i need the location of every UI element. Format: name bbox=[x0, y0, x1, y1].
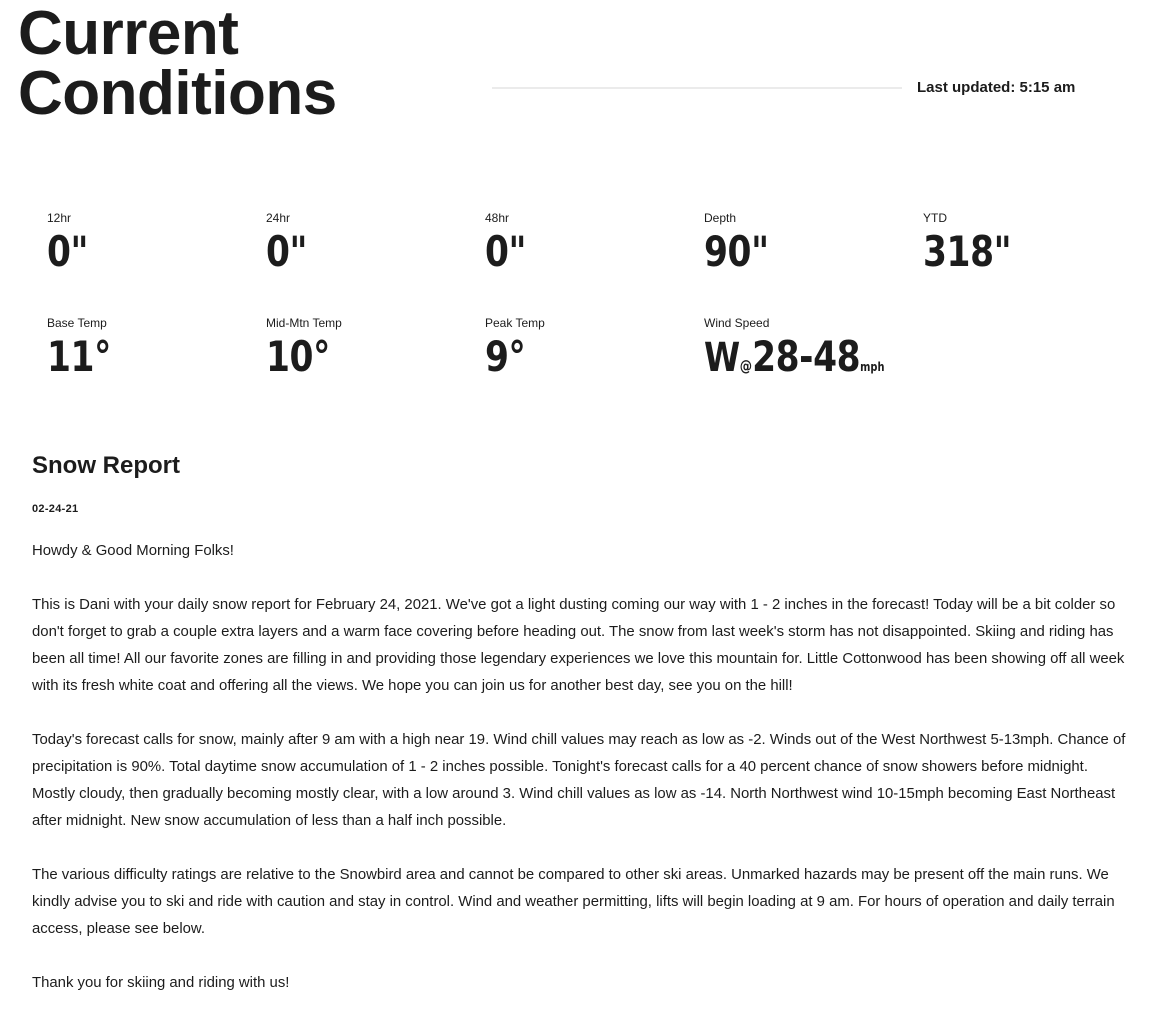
stat-label: 12hr bbox=[47, 211, 72, 225]
wind-direction: W bbox=[704, 335, 740, 381]
report-paragraph: This is Dani with your daily snow report for February 24, 2021. We've got a light dusting coming our way with 1 - 2 inches in the forecast! Today will be a bit colder so don't forget to grab a couple extra layers and a warm face covering before heading out. The snow from last week's storm has not disappointed. Skiing and riding has been all time! All our favorite zones are filling in and providing those legendary experiences we love this mountain for. Little Cottonwood has been showing off all week with its fresh white coat and offering all the views. We hope you can join us for another best day, see you on the hill! bbox=[32, 597, 1125, 694]
snow-report-date: 02-24-21 bbox=[32, 503, 79, 515]
stat-label: Base Temp bbox=[47, 316, 107, 330]
stat-wind-speed bbox=[704, 316, 964, 390]
stat-ytd-snow bbox=[923, 211, 1133, 275]
stat-label: YTD bbox=[923, 211, 947, 225]
wind-range: 28-48 bbox=[752, 332, 861, 381]
stat-value: 0" bbox=[266, 227, 308, 276]
stat-12hr-snow bbox=[47, 211, 257, 275]
last-updated-timestamp: Last updated: 5:15 am bbox=[917, 79, 1076, 96]
stat-base-temp bbox=[47, 316, 257, 380]
stat-value: 9° bbox=[485, 332, 526, 381]
stat-24hr-snow bbox=[266, 211, 476, 275]
report-paragraph: Howdy & Good Morning Folks! bbox=[32, 543, 234, 559]
report-paragraph: Today's forecast calls for snow, mainly after 9 am with a high near 19. Wind chill values may reach as low as -2. Winds out of the West Northwest 5-13mph. Chance of precipitation is 90%. Total daytime snow accumulation of 1 - 2 inches possible. Tonight's forecast calls for a 40 percent chance of snow showers before midnight. Mostly cloudy, then gradually becoming mostly clear, with a low around 3. Wind chill values as low as -14. North Northwest wind 10-15mph becoming East Northeast after midnight. New snow accumulation of less than a half inch possible. bbox=[32, 732, 1126, 829]
stat-value: 318" bbox=[923, 227, 1012, 276]
snow-report bbox=[32, 450, 1132, 1024]
stat-label: 48hr bbox=[485, 211, 510, 225]
stat-48hr-snow bbox=[485, 211, 695, 275]
stat-label: 24hr bbox=[266, 211, 291, 225]
stat-value: 10° bbox=[266, 332, 330, 381]
stat-mid-mtn-temp bbox=[266, 316, 476, 380]
report-paragraph: The various difficulty ratings are relative to the Snowbird area and cannot be compared to other ski areas. Unmarked hazards may be present off the main runs. We kindly advise you to ski and ride with caution and stay in control. Wind and weather permitting, lifts will begin loading at 9 am. For hours of operation and daily terrain access, please see below. bbox=[32, 867, 1115, 937]
stat-peak-temp bbox=[485, 316, 695, 380]
wind-speed-value bbox=[704, 334, 917, 390]
title-divider bbox=[492, 87, 902, 89]
stat-snow-depth bbox=[704, 211, 914, 275]
stat-label: Wind Speed bbox=[704, 316, 770, 330]
stat-label: Peak Temp bbox=[485, 316, 545, 330]
stat-value: 11° bbox=[47, 332, 111, 381]
page-title bbox=[18, 0, 337, 128]
stat-value: 0" bbox=[485, 227, 527, 276]
report-paragraph: Thank you for skiing and riding with us! bbox=[32, 975, 290, 991]
page-title-line-1: Current bbox=[18, 0, 239, 68]
wind-at-symbol: @ bbox=[739, 357, 753, 375]
stat-value: 0" bbox=[47, 227, 89, 276]
stat-label: Mid-Mtn Temp bbox=[266, 316, 342, 330]
wind-unit: mph bbox=[860, 360, 885, 374]
page-title-line-2: Conditions bbox=[18, 59, 337, 128]
stat-value: 90" bbox=[704, 227, 769, 276]
stat-label: Depth bbox=[704, 211, 737, 225]
snow-report-heading: Snow Report bbox=[32, 452, 180, 479]
snow-report-body bbox=[32, 538, 1132, 997]
